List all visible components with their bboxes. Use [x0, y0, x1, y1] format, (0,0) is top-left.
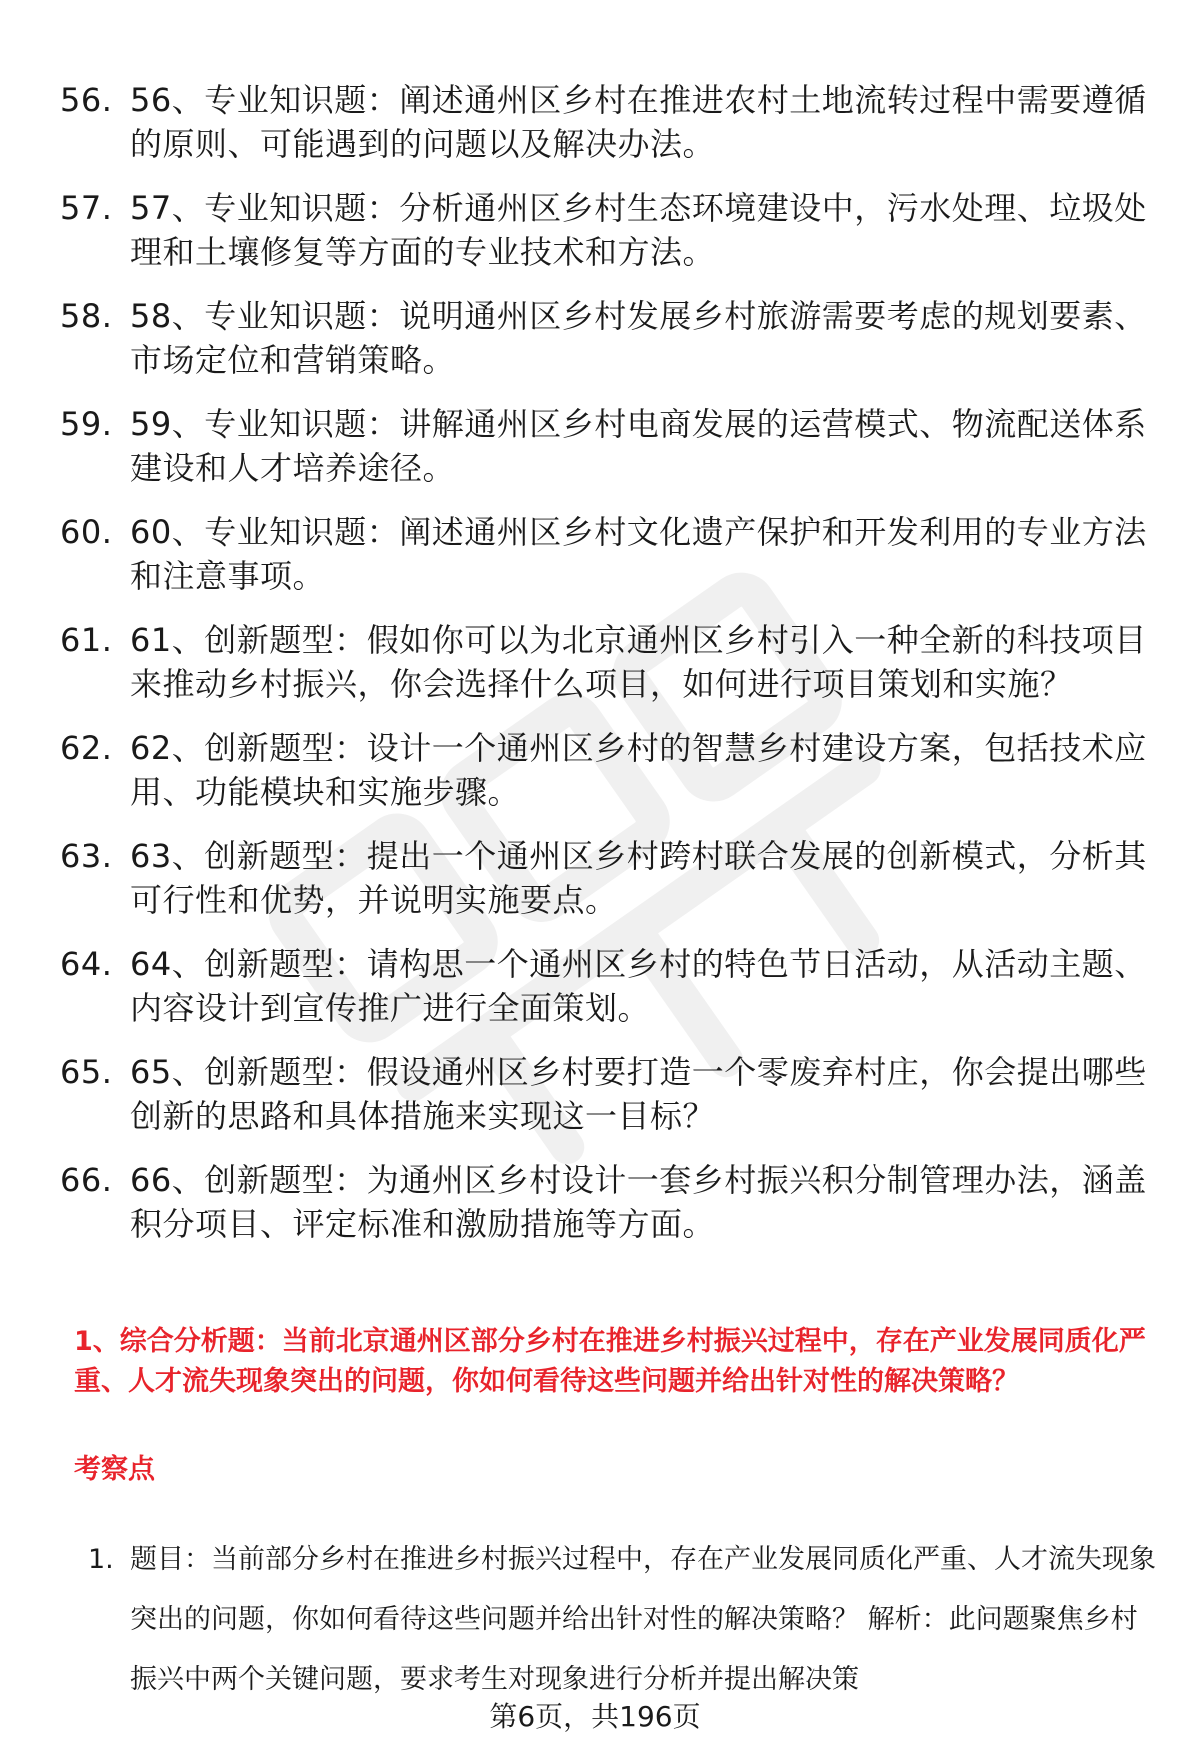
list-item-number: 66. — [60, 1161, 113, 1199]
answer-text: 题目：当前部分乡村在推进乡村振兴过程中，存在产业发展同质化严重、人才流失现象突出的问题，你如何看待这些问题并给出针对性的解决策略？ 解析：此问题聚焦乡村振兴中两个关键问题，要求考生对现象进行分析并提出解决策 — [130, 1544, 1156, 1695]
list-item — [60, 402, 1150, 490]
list-item-number: 63. — [60, 837, 113, 875]
section-title: 1、综合分析题：当前北京通州区部分乡村在推进乡村振兴过程中，存在产业发展同质化严重、人才流失现象突出的问题，你如何看待这些问题并给出针对性的解决策略？ — [74, 1326, 1146, 1397]
list-item-number: 58. — [60, 297, 113, 335]
list-item — [60, 1158, 1150, 1246]
page-footer: 第6页，共196页 — [489, 1700, 701, 1733]
list-item-number: 60. — [60, 513, 113, 551]
list-item-number: 65. — [60, 1053, 113, 1091]
question-list — [60, 78, 1150, 1266]
list-item — [60, 942, 1150, 1030]
list-item-text: 64、创新题型：请构思一个通州区乡村的特色节日活动，从活动主题、内容设计到宣传推广进行全面策划。 — [130, 945, 1147, 1027]
list-item-number: 57. — [60, 189, 113, 227]
list-item-text: 62、创新题型：设计一个通州区乡村的智慧乡村建设方案，包括技术应用、功能模块和实施步骤。 — [130, 729, 1147, 811]
list-item-text: 65、创新题型：假设通州区乡村要打造一个零废弃村庄，你会提出哪些创新的思路和具体措施来实现这一目标？ — [130, 1053, 1147, 1135]
answer-number: 1. — [88, 1544, 114, 1575]
list-item-text: 60、专业知识题：阐述通州区乡村文化遗产保护和开发利用的专业方法和注意事项。 — [130, 513, 1147, 595]
list-item-number: 64. — [60, 945, 113, 983]
list-item — [60, 726, 1150, 814]
list-item-text: 63、创新题型：提出一个通州区乡村跨村联合发展的创新模式，分析其可行性和优势，并说明实施要点。 — [130, 837, 1147, 919]
list-item-text: 57、专业知识题：分析通州区乡村生态环境建设中，污水处理、垃圾处理和土壤修复等方面的专业技术和方法。 — [130, 189, 1147, 271]
list-item — [60, 510, 1150, 598]
list-item-number: 62. — [60, 729, 113, 767]
section-subheading: 考察点 — [74, 1454, 155, 1485]
list-item-text: 59、专业知识题：讲解通州区乡村电商发展的运营模式、物流配送体系建设和人才培养途径。 — [130, 405, 1147, 487]
list-item-text: 58、专业知识题：说明通州区乡村发展乡村旅游需要考虑的规划要素、市场定位和营销策略。 — [130, 297, 1147, 379]
list-item — [60, 618, 1150, 706]
list-item — [60, 1050, 1150, 1138]
list-item — [60, 186, 1150, 274]
list-item — [60, 294, 1150, 382]
list-item-text: 61、创新题型：假如你可以为北京通州区乡村引入一种全新的科技项目来推动乡村振兴，你会选择什么项目，如何进行项目策划和实施？ — [130, 621, 1147, 703]
answer-item — [88, 1530, 1158, 1710]
list-item — [60, 834, 1150, 922]
list-item-text: 56、专业知识题：阐述通州区乡村在推进农村土地流转过程中需要遵循的原则、可能遇到的问题以及解决办法。 — [130, 81, 1147, 163]
list-item — [60, 78, 1150, 166]
list-item-number: 56. — [60, 81, 113, 119]
list-item-text: 66、创新题型：为通州区乡村设计一套乡村振兴积分制管理办法，涵盖积分项目、评定标准和激励措施等方面。 — [130, 1161, 1147, 1243]
list-item-number: 61. — [60, 621, 113, 659]
list-item-number: 59. — [60, 405, 113, 443]
